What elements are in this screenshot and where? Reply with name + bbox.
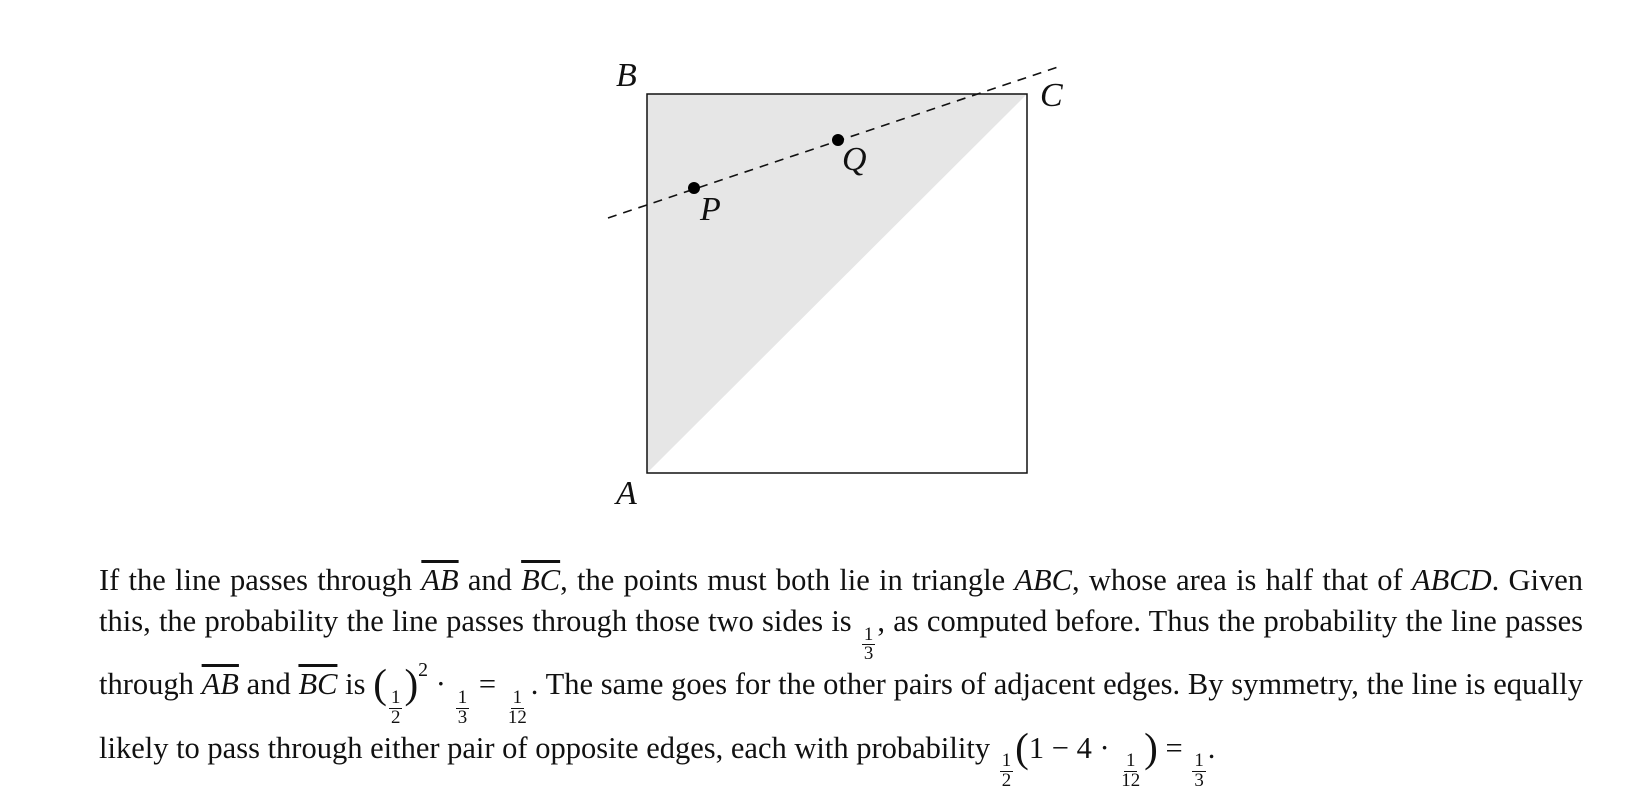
text-run: , the points must both lie in triangle bbox=[560, 563, 1015, 597]
text-run: = bbox=[471, 667, 504, 702]
triangle-abc-text: ABC bbox=[1014, 563, 1073, 597]
fraction-one-half bbox=[389, 686, 402, 728]
fraction-one-third bbox=[456, 686, 469, 728]
paren-open: ( bbox=[1015, 723, 1029, 770]
paren-close: ) bbox=[404, 660, 419, 707]
label-c: C bbox=[1040, 77, 1063, 114]
numerator: 1 bbox=[457, 686, 468, 708]
text-run: . The same goes for the other pairs of adjacent edges. By symmetry, the line is equally likely to pass through either pair of opposite edges, each with probability bbox=[99, 667, 1583, 765]
numerator: 1 bbox=[512, 686, 523, 708]
segment-bc: $\overline{BC}$ bbox=[521, 563, 561, 597]
numerator: 1 bbox=[1194, 750, 1204, 772]
text-run: , as computed before. Thus the probability the line passes through bbox=[99, 604, 1583, 702]
explanation-paragraph bbox=[99, 560, 1583, 791]
text-run: . bbox=[1207, 730, 1216, 765]
text-run: and bbox=[238, 667, 299, 702]
text-run: · bbox=[428, 667, 454, 702]
paren-open: ( bbox=[373, 660, 387, 707]
text-run: and bbox=[458, 563, 522, 597]
fraction-one-third bbox=[862, 623, 875, 665]
denominator: 2 bbox=[390, 706, 401, 728]
denominator: 12 bbox=[507, 706, 527, 728]
numerator: 1 bbox=[1001, 750, 1012, 772]
paren-close: ) bbox=[1144, 723, 1158, 770]
denominator: 3 bbox=[863, 643, 874, 665]
label-q: Q bbox=[842, 141, 867, 178]
text-run: If the line passes through bbox=[99, 563, 422, 597]
text-run: , whose area is half that of bbox=[1072, 563, 1412, 597]
text-run: 1 − 4 · bbox=[1028, 730, 1118, 765]
fraction-one-half bbox=[1000, 752, 1013, 791]
fraction-one-twelfth bbox=[1119, 752, 1142, 791]
segment-ab: $\overline{AB}$ bbox=[201, 667, 239, 702]
denominator: 3 bbox=[457, 706, 468, 728]
exponent: 2 bbox=[418, 659, 429, 682]
fraction-one-twelfth bbox=[506, 686, 529, 728]
text-run: is bbox=[337, 667, 374, 702]
shaded-triangle-abc bbox=[647, 94, 1027, 473]
numerator: 1 bbox=[1125, 750, 1136, 772]
numerator: 1 bbox=[863, 623, 874, 645]
denominator: 3 bbox=[1194, 770, 1204, 791]
fraction-one-third bbox=[1192, 752, 1205, 791]
label-b: B bbox=[616, 57, 637, 94]
segment-ab: $\overline{AB}$ bbox=[421, 563, 459, 597]
text-run: = bbox=[1157, 730, 1191, 765]
square-abcd-text: ABCD bbox=[1411, 563, 1492, 597]
point-p bbox=[688, 182, 700, 194]
denominator: 2 bbox=[1001, 770, 1012, 791]
text-run: . Given this, the probability the line passes through those two sides is bbox=[99, 563, 1584, 638]
denominator: 12 bbox=[1121, 770, 1141, 791]
label-p: P bbox=[700, 191, 721, 228]
segment-bc: $\overline{BC}$ bbox=[298, 667, 338, 702]
label-a: A bbox=[616, 475, 637, 512]
numerator: 1 bbox=[390, 686, 401, 708]
